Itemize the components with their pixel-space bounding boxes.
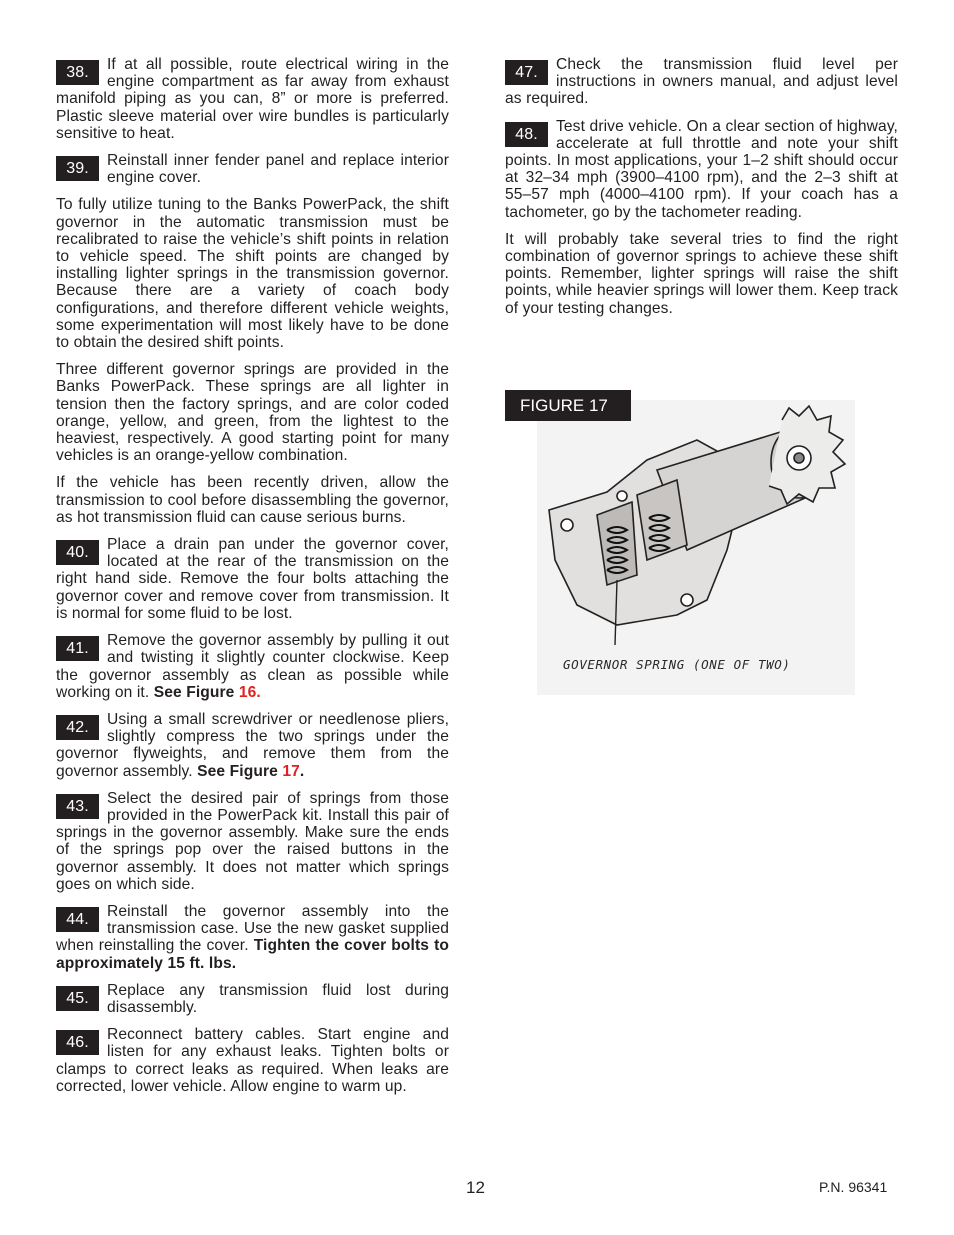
step-text: If at all possible, route electrical wiring in the engine compartment as far away from exhaust manifold piping as you can, 8” or more is preferred. Plastic sleeve material over wire bundles is particularly sensitive to heat. xyxy=(56,56,449,142)
step-42 xyxy=(56,711,449,780)
step-45 xyxy=(56,982,449,1016)
figure-17-link[interactable]: 17 xyxy=(282,762,300,780)
part-number: P.N. 96341 xyxy=(819,1179,888,1195)
step-number: 40. xyxy=(56,540,99,565)
step-end-period: . xyxy=(299,762,305,780)
step-44 xyxy=(56,903,449,972)
step-46 xyxy=(56,1026,449,1095)
step-number: 47. xyxy=(505,60,548,85)
step-41 xyxy=(56,632,449,701)
governor-assembly-illustration xyxy=(537,400,855,695)
cooling-warning-paragraph: If the vehicle has been recently driven, allow the transmission to cool before disassembling the governor, as hot transmission fluid can cause serious burns. xyxy=(56,474,449,526)
step-number: 41. xyxy=(56,636,99,661)
right-column xyxy=(505,56,898,327)
testing-paragraph: It will probably take several tries to find the right combination of governor springs to achieve these shift points. Remember, lighter springs will raise the shift points, while heavier springs will lower them. Keep track of your testing changes. xyxy=(505,230,898,317)
step-number: 48. xyxy=(505,122,548,147)
step-43 xyxy=(56,790,449,893)
governor-springs-paragraph: Three different governor springs are provided in the Banks PowerPack. These springs are all lighter in tension then the factory springs, and are color coded orange, yellow, and green, from the lightest to the heaviest, respectively. A good starting point for many vehicles is an orange-yellow combination. xyxy=(56,361,449,465)
torque-spec: Tighten the cover bolts to approximately 15 ft. lbs. xyxy=(56,937,449,972)
step-number: 45. xyxy=(56,986,99,1011)
figure-16-link[interactable]: 16. xyxy=(238,683,261,701)
step-text: Remove the governor assembly by pulling it out and twisting it slightly counter clockwise. Keep the governor assembly as clean as possible while working on it. xyxy=(56,632,449,701)
bolt xyxy=(561,519,573,531)
step-47 xyxy=(505,56,898,108)
figure-17-label: FIGURE 17 xyxy=(505,390,631,421)
step-38 xyxy=(56,56,449,142)
step-number: 42. xyxy=(56,715,99,740)
see-figure-text: See Figure xyxy=(197,762,283,780)
step-text: Test drive vehicle. On a clear section of highway, accelerate at full throttle and note your shift points. In most applications, your 1–2 shift should occur at 32–34 mph (3900–4100 rpm), and the 2–3 shift at 55–57 mph (4000–4100 rpm). If your coach has a tachometer, go by the tachometer reading. xyxy=(505,117,898,221)
step-number: 44. xyxy=(56,907,99,932)
step-number: 38. xyxy=(56,60,99,85)
step-text: Reconnect battery cables. Start engine and listen for any exhaust leaks. Tighten bolts or clamps to correct leaks as required. When leaks are corrected, lower vehicle. Allow engine to warm up. xyxy=(56,1026,449,1095)
step-number: 46. xyxy=(56,1030,99,1055)
page-number: 12 xyxy=(466,1178,485,1197)
step-text: Place a drain pan under the governor cover, located at the rear of the transmission on the right hand side. Remove the four bolts attaching the governor cover and remove cover from transmission. It is normal for some fluid to be lost. xyxy=(56,536,449,622)
left-column xyxy=(56,56,449,1105)
step-text: Using a small screwdriver or needlenose pliers, slightly compress the two springs under the governor flyweights, and remove them from the governor assembly. xyxy=(56,710,449,780)
step-text: Check the transmission fluid level per instructions in owners manual, and adjust level as required. xyxy=(505,56,898,108)
step-48 xyxy=(505,118,898,221)
gear-hub-inner xyxy=(794,453,804,463)
step-text: Reinstall inner fender panel and replace interior engine cover. xyxy=(107,152,449,187)
bolt xyxy=(617,491,627,501)
step-40 xyxy=(56,536,449,622)
governor-intro-paragraph: To fully utilize tuning to the Banks PowerPack, the shift governor in the automatic transmission must be recalibrated to raise the vehicle’s shift points in relation to vehicle speed. The shift points are changed by installing lighter springs in the transmission governor. Because there are a variety of coach body configurations, and therefore different vehicle weights, some experimentation will most likely have to be done to obtain the desired shift points. xyxy=(56,196,449,352)
step-39 xyxy=(56,152,449,186)
step-number: 43. xyxy=(56,794,99,819)
figure-caption: GOVERNOR SPRING (ONE OF TWO) xyxy=(563,657,791,672)
see-figure-text: See Figure xyxy=(153,683,239,701)
step-text: Select the desired pair of springs from those provided in the PowerPack kit. Install this pair of springs in the governor assembly. Make sure the ends of the springs pop over the raised buttons in the governor assembly. It does not matter which springs goes on which side. xyxy=(56,789,449,893)
step-text: Reinstall the governor assembly into the transmission case. Use the new gasket supplied when reinstalling the cover. xyxy=(56,902,449,955)
step-number: 39. xyxy=(56,156,99,181)
step-text: Replace any transmission fluid lost during disassembly. xyxy=(107,981,449,1016)
bolt xyxy=(681,594,693,606)
